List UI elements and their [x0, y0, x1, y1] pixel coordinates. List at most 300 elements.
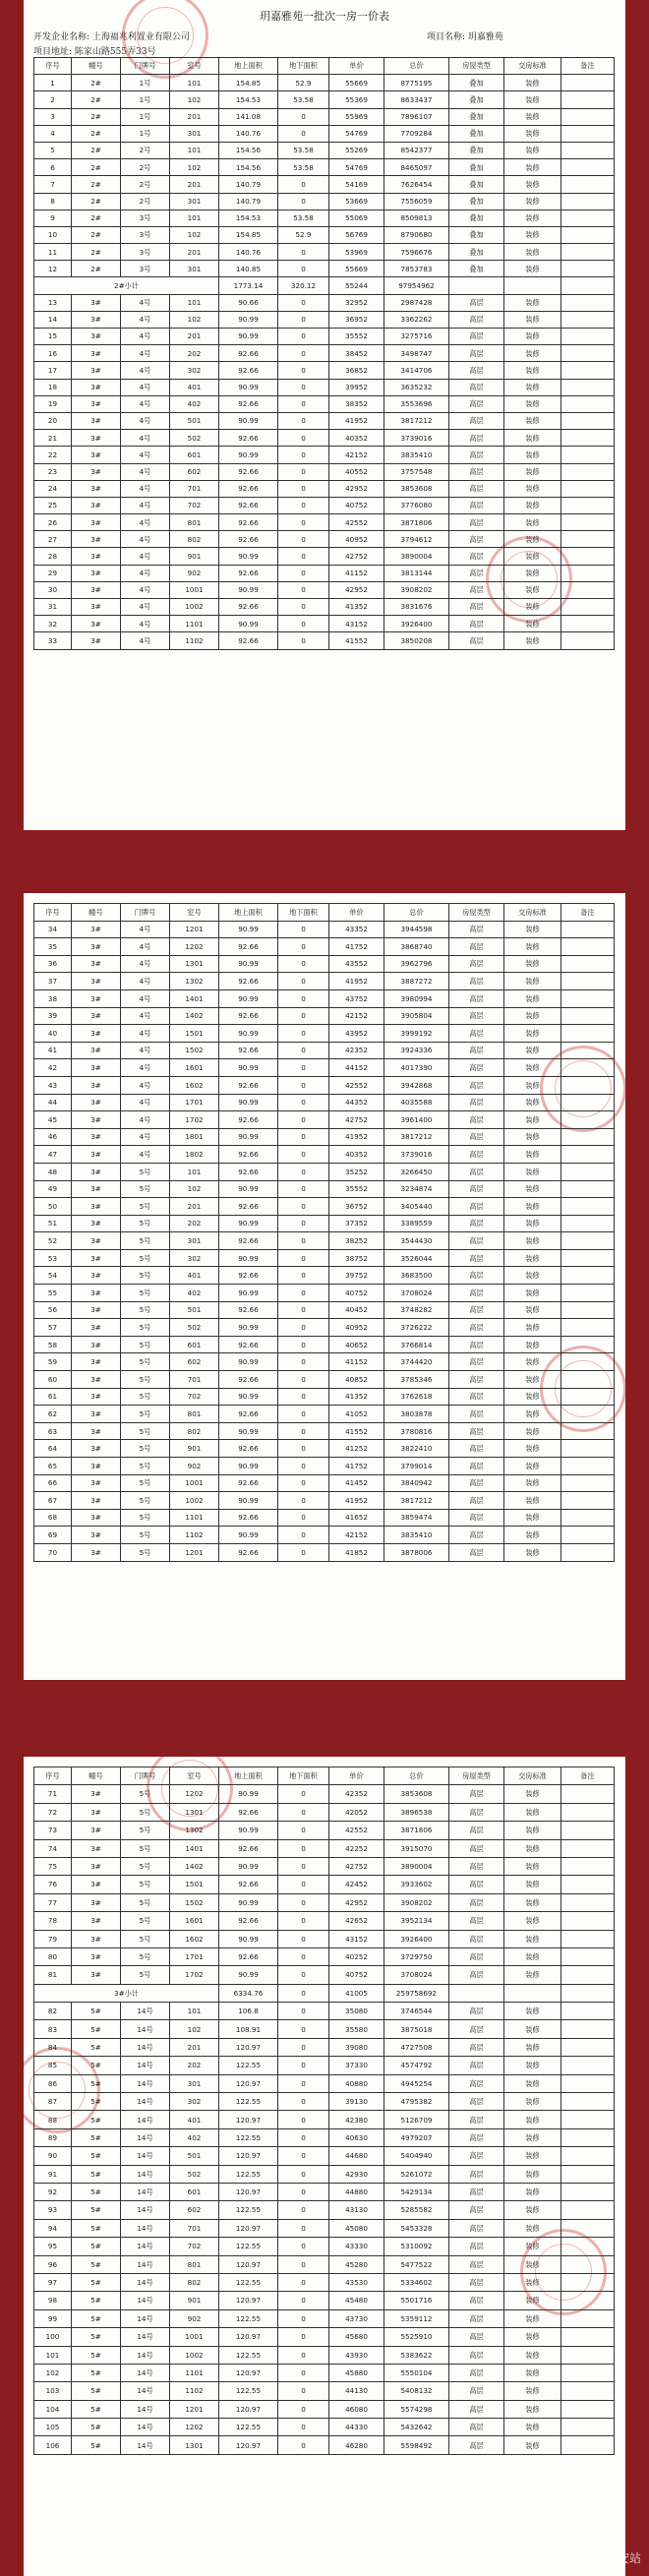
table-cell: 5号 [121, 1285, 170, 1302]
table-cell: 4号 [121, 1128, 170, 1146]
table-row [34, 2201, 615, 2219]
table-cell: 0 [278, 1440, 329, 1458]
table-cell: 4727508 [384, 2038, 449, 2056]
table-cell: 高层 [449, 2419, 504, 2436]
table-cell: 装修 [504, 244, 561, 261]
table-cell: 56 [34, 1301, 72, 1319]
table-cell: 装修 [504, 2238, 561, 2255]
table-cell: 5# [72, 2183, 121, 2200]
table-cell: 装修 [504, 1422, 561, 1440]
table-cell: 装修 [504, 480, 561, 497]
table-cell: 叠加 [449, 108, 504, 125]
table-cell: 0 [278, 2038, 329, 2056]
table-cell: 装修 [504, 1042, 561, 1059]
table-cell: 4号 [121, 395, 170, 412]
table-cell: 0 [278, 1232, 329, 1250]
table-cell: 高层 [449, 1301, 504, 1319]
table-cell: 92.66 [219, 1232, 278, 1250]
table-cell: 601 [170, 447, 219, 463]
source-watermark: 搜狐号@搜狐焦点广安站 [510, 2551, 641, 2565]
table-cell: 3850208 [384, 632, 449, 649]
table-row [34, 311, 615, 328]
table-cell: 122.55 [219, 2346, 278, 2364]
table-cell: 3# [72, 1947, 121, 1965]
table-cell: 5550104 [384, 2364, 449, 2381]
table-cell: 8509813 [384, 210, 449, 226]
table-row [34, 2074, 615, 2092]
table-cell: 79 [34, 1930, 72, 1947]
table-cell: 82 [34, 2003, 72, 2020]
table-cell: 0 [278, 2219, 329, 2237]
table-cell: 3# [72, 463, 121, 480]
table-cell: 71 [34, 1785, 72, 1803]
table-cell: 84 [34, 2038, 72, 2056]
table-cell: 302 [170, 1249, 219, 1267]
table-cell: 40752 [329, 497, 384, 513]
table-cell [561, 1839, 615, 1857]
table-cell: 3803878 [384, 1406, 449, 1423]
table-cell: 3835410 [384, 1527, 449, 1544]
table-cell: 高层 [449, 1094, 504, 1111]
table-cell: 0 [278, 2074, 329, 2092]
table-cell: 43730 [329, 2309, 384, 2327]
table-cell: 9 [34, 210, 72, 226]
table-cell: 3# [72, 1857, 121, 1875]
table-cell: 装修 [504, 1285, 561, 1302]
table-cell: 602 [170, 463, 219, 480]
table-cell: 装修 [504, 2400, 561, 2418]
table-cell: 3# [72, 1267, 121, 1285]
table-cell: 3# [72, 430, 121, 447]
table-cell: 7 [34, 176, 72, 193]
column-header: 地下面积 [278, 1767, 329, 1785]
table-row [34, 412, 615, 429]
table-cell: 装修 [504, 1249, 561, 1267]
table-cell: 装修 [504, 294, 561, 311]
table-cell: 41652 [329, 1509, 384, 1527]
table-row [34, 210, 615, 226]
table-cell: 2# [72, 91, 121, 108]
table-cell: 101 [170, 210, 219, 226]
table-cell: 3266450 [384, 1163, 449, 1180]
table-cell: 高层 [449, 1128, 504, 1146]
table-cell: 3405440 [384, 1198, 449, 1216]
table-cell: 8790680 [384, 226, 449, 243]
table-cell: 0 [278, 1198, 329, 1216]
table-cell: 5号 [121, 1267, 170, 1285]
table-cell: 5# [72, 2382, 121, 2400]
table-row [34, 1025, 615, 1043]
table-cell: 2# [72, 159, 121, 176]
table-cell: 81 [34, 1966, 72, 1984]
table-cell: 1号 [121, 75, 170, 91]
table-row [34, 193, 615, 210]
table-cell: 3# [72, 1232, 121, 1250]
table-cell: 3# [72, 1966, 121, 1984]
table-cell: 装修 [504, 1492, 561, 1510]
table-cell: 43530 [329, 2273, 384, 2291]
table-cell: 5号 [121, 1422, 170, 1440]
table-cell: 4号 [121, 311, 170, 328]
table-cell: 0 [278, 1094, 329, 1111]
table-cell: 5525910 [384, 2328, 449, 2346]
table-cell: 43152 [329, 616, 384, 632]
table-cell: 42052 [329, 1803, 384, 1821]
table-cell: 46280 [329, 2436, 384, 2454]
table-cell: 14号 [121, 2201, 170, 2219]
table-cell [561, 2382, 615, 2400]
developer-name: 上海福兆利置业有限公司 [91, 32, 190, 42]
table-cell: 122.55 [219, 2309, 278, 2327]
table-row [34, 1111, 615, 1129]
table-cell: 5# [72, 2147, 121, 2165]
table-row [34, 632, 615, 649]
table-cell: 4号 [121, 548, 170, 565]
table-cell: 4号 [121, 632, 170, 649]
table-cell: 0 [278, 1076, 329, 1094]
table-cell: 0 [278, 2382, 329, 2400]
table-cell: 102 [34, 2364, 72, 2381]
table-cell [561, 142, 615, 158]
table-cell: 1202 [170, 938, 219, 956]
table-row [34, 108, 615, 125]
table-cell [561, 1353, 615, 1371]
table-cell: 39130 [329, 2093, 384, 2111]
table-row [34, 1893, 615, 1911]
table-cell: 35552 [329, 1180, 384, 1198]
table-cell: 41005 [329, 1984, 384, 2002]
table-cell: 0 [278, 921, 329, 938]
table-cell [561, 1042, 615, 1059]
table-row [34, 1319, 615, 1337]
table-cell: 1号 [121, 91, 170, 108]
table-cell: 55244 [329, 277, 384, 294]
table-cell [561, 2201, 615, 2219]
column-header: 交房标准 [504, 58, 561, 75]
table-cell: 62 [34, 1406, 72, 1423]
table-cell: 叠加 [449, 226, 504, 243]
table-cell: 叠加 [449, 75, 504, 91]
table-cell: 92.66 [219, 1111, 278, 1129]
table-cell: 4号 [121, 329, 170, 345]
table-cell [561, 1966, 615, 1984]
table-cell: 装修 [504, 2074, 561, 2092]
table-cell: 53.58 [278, 142, 329, 158]
table-cell: 高层 [449, 989, 504, 1007]
column-header: 室号 [170, 904, 219, 922]
table-cell: 装修 [504, 1839, 561, 1857]
table-cell: 2# [72, 226, 121, 243]
table-cell: 3389559 [384, 1215, 449, 1232]
table-cell: 5# [72, 2074, 121, 2092]
table-cell: 65 [34, 1458, 72, 1475]
table-cell: 701 [170, 2219, 219, 2237]
table-row [34, 447, 615, 463]
table-cell: 14号 [121, 2074, 170, 2092]
column-header: 备注 [561, 904, 615, 922]
table-cell: 55369 [329, 91, 384, 108]
table-cell: 高层 [449, 1111, 504, 1129]
table-cell: 0 [278, 1371, 329, 1389]
table-row [34, 2038, 615, 2056]
table-cell [561, 989, 615, 1007]
table-cell: 高层 [449, 938, 504, 956]
table-cell: 3980994 [384, 989, 449, 1007]
table-cell: 高层 [449, 2147, 504, 2165]
table-cell: 3# [72, 1180, 121, 1198]
table-cell: 5359112 [384, 2309, 449, 2327]
table-cell: 154.85 [219, 75, 278, 91]
table-cell: 装修 [504, 1876, 561, 1893]
table-cell: 35252 [329, 1163, 384, 1180]
table-cell: 3817212 [384, 412, 449, 429]
table-cell: 3# [72, 329, 121, 345]
table-cell: 3498747 [384, 345, 449, 362]
table-cell: 1301 [170, 955, 219, 973]
table-row [34, 395, 615, 412]
table-cell: 0 [278, 565, 329, 581]
table-cell: 92.66 [219, 565, 278, 581]
table-row [34, 294, 615, 311]
table-cell: 90.99 [219, 1893, 278, 1911]
table-cell: 39952 [329, 379, 384, 395]
table-cell [561, 277, 615, 294]
table-cell: 92.66 [219, 1947, 278, 1965]
table-cell: 45680 [329, 2328, 384, 2346]
table-cell: 90.99 [219, 1930, 278, 1947]
table-cell: 21 [34, 430, 72, 447]
table-cell: 42552 [329, 514, 384, 531]
table-cell: 44 [34, 1094, 72, 1111]
table-cell: 90.99 [219, 1422, 278, 1440]
table-cell: 0 [278, 2183, 329, 2200]
table-cell: 101 [170, 75, 219, 91]
table-cell: 901 [170, 2292, 219, 2309]
table-cell: 802 [170, 2273, 219, 2291]
table-cell: 装修 [504, 581, 561, 598]
table-cell: 3952134 [384, 1912, 449, 1930]
table-cell: 42 [34, 1059, 72, 1077]
table-cell: 0 [278, 1163, 329, 1180]
table-cell [561, 2038, 615, 2056]
table-cell: 3726222 [384, 1319, 449, 1337]
table-cell [561, 1198, 615, 1216]
table-cell: 3# [72, 632, 121, 649]
table-cell: 4号 [121, 362, 170, 379]
table-row [34, 1232, 615, 1250]
price-table [33, 57, 615, 650]
table-cell: 1502 [170, 1042, 219, 1059]
table-cell: 装修 [504, 616, 561, 632]
table-cell: 3# [72, 581, 121, 598]
table-cell: 39080 [329, 2038, 384, 2056]
table-cell [561, 1474, 615, 1492]
table-cell: 叠加 [449, 210, 504, 226]
table-cell: 高层 [449, 1458, 504, 1475]
project-name: 玥嘉雅苑 [467, 32, 503, 42]
table-cell: 0 [278, 2111, 329, 2128]
table-cell: 3# [72, 1422, 121, 1440]
table-cell: 5# [72, 2238, 121, 2255]
table-cell: 96 [34, 2255, 72, 2273]
table-cell: 高层 [449, 599, 504, 616]
table-cell [561, 1422, 615, 1440]
table-cell: 装修 [504, 1458, 561, 1475]
table-cell: 3# [72, 1458, 121, 1475]
table-cell [561, 1876, 615, 1893]
table-cell: 3# [72, 1543, 121, 1561]
table-cell: 44330 [329, 2419, 384, 2436]
table-cell: 15 [34, 329, 72, 345]
table-cell: 装修 [504, 345, 561, 362]
table-cell: 90.99 [219, 1025, 278, 1043]
table-cell: 40630 [329, 2128, 384, 2146]
table-cell [561, 2147, 615, 2165]
table-cell: 44152 [329, 1059, 384, 1077]
table-cell: 2# [72, 261, 121, 277]
table-cell: 5号 [121, 1388, 170, 1406]
table-cell: 13 [34, 294, 72, 311]
table-cell: 19 [34, 395, 72, 412]
table-cell: 3739016 [384, 430, 449, 447]
table-cell: 3# [72, 938, 121, 956]
table-cell: 装修 [504, 2382, 561, 2400]
table-cell: 95 [34, 2238, 72, 2255]
table-cell: 叠加 [449, 176, 504, 193]
project-line [427, 30, 503, 42]
table-row [34, 125, 615, 142]
table-cell [561, 616, 615, 632]
table-cell: 0 [278, 1822, 329, 1839]
table-cell: 14号 [121, 2436, 170, 2454]
table-cell: 122.55 [219, 2201, 278, 2219]
table-cell: 装修 [504, 1966, 561, 1984]
table-cell: 120.97 [219, 2183, 278, 2200]
table-cell: 3890004 [384, 548, 449, 565]
table-cell: 3# [72, 1301, 121, 1319]
table-cell: 3# [72, 1440, 121, 1458]
column-header: 房屋类型 [449, 1767, 504, 1785]
table-cell [561, 159, 615, 176]
table-cell: 0 [278, 1025, 329, 1043]
table-cell [561, 1947, 615, 1965]
table-cell [561, 2273, 615, 2291]
table-cell: 装修 [504, 599, 561, 616]
table-cell [561, 2128, 615, 2146]
table-cell [561, 294, 615, 311]
table-cell: 装修 [504, 210, 561, 226]
table-cell: 41752 [329, 1458, 384, 1475]
table-cell: 43952 [329, 1025, 384, 1043]
table-cell: 102 [170, 226, 219, 243]
table-cell: 14号 [121, 2165, 170, 2183]
table-cell: 90.99 [219, 1128, 278, 1146]
table-cell: 122.55 [219, 2273, 278, 2291]
table-row [34, 159, 615, 176]
table-cell: 5# [72, 2419, 121, 2436]
subtotal-label: 2#小计 [34, 277, 219, 294]
table-cell: 0 [278, 2238, 329, 2255]
table-cell: 高层 [449, 1076, 504, 1094]
table-cell: 90.99 [219, 1966, 278, 1984]
table-cell: 92.66 [219, 514, 278, 531]
table-cell: 601 [170, 2183, 219, 2200]
table-cell: 14号 [121, 2057, 170, 2074]
table-cell: 3# [72, 599, 121, 616]
table-cell: 42752 [329, 1111, 384, 1129]
table-cell: 0 [278, 1422, 329, 1440]
table-cell: 装修 [504, 1543, 561, 1561]
table-cell [561, 2165, 615, 2183]
table-cell: 5 [34, 142, 72, 158]
table-cell [561, 1076, 615, 1094]
table-cell: 3# [72, 1163, 121, 1180]
table-cell: 3908202 [384, 1893, 449, 1911]
table-cell: 高层 [449, 2346, 504, 2364]
table-cell: 802 [170, 1422, 219, 1440]
column-header: 单价 [329, 904, 384, 922]
table-cell: 高层 [449, 921, 504, 938]
table-cell [561, 2093, 615, 2111]
table-cell: 0 [278, 2273, 329, 2291]
table-cell: 高层 [449, 379, 504, 395]
table-cell [561, 108, 615, 125]
table-cell: 3# [72, 1527, 121, 1544]
document-title: 玥嘉雅苑一批次一房一价表 [260, 10, 389, 23]
subtotal-row [34, 277, 615, 294]
table-row [34, 2183, 615, 2200]
table-cell: 高层 [449, 1007, 504, 1025]
table-cell: 140.79 [219, 176, 278, 193]
table-cell: 1101 [170, 616, 219, 632]
table-cell: 55669 [329, 261, 384, 277]
table-cell: 高层 [449, 2273, 504, 2291]
table-cell: 高层 [449, 2057, 504, 2074]
table-cell: 3# [72, 1215, 121, 1232]
table-cell: 3# [72, 548, 121, 565]
table-cell: 0 [278, 2419, 329, 2436]
column-header: 单价 [329, 58, 384, 75]
table-cell: 0 [278, 1249, 329, 1267]
table-cell: 高层 [449, 1336, 504, 1353]
table-cell: 高层 [449, 2436, 504, 2454]
table-cell [561, 345, 615, 362]
table-cell: 装修 [504, 379, 561, 395]
table-cell [561, 1025, 615, 1043]
table-cell: 3635232 [384, 379, 449, 395]
table-row [34, 2111, 615, 2128]
table-cell: 装修 [504, 412, 561, 429]
table-cell: 99 [34, 2309, 72, 2327]
table-cell: 装修 [504, 1947, 561, 1965]
table-cell: 7626454 [384, 176, 449, 193]
table-cell: 40 [34, 1025, 72, 1043]
table-cell: 3766814 [384, 1336, 449, 1353]
table-cell: 装修 [504, 1440, 561, 1458]
table-cell: 4号 [121, 412, 170, 429]
table-cell: 3# [72, 1406, 121, 1423]
table-cell: 高层 [449, 1785, 504, 1803]
table-header-row [34, 58, 615, 75]
table-cell: 41952 [329, 1128, 384, 1146]
table-cell: 1302 [170, 1822, 219, 1839]
table-cell: 3840942 [384, 1474, 449, 1492]
table-cell [561, 2309, 615, 2327]
table-row [34, 1353, 615, 1371]
table-cell: 5号 [121, 1301, 170, 1319]
table-cell: 14号 [121, 2309, 170, 2327]
table-cell: 装修 [504, 2183, 561, 2200]
